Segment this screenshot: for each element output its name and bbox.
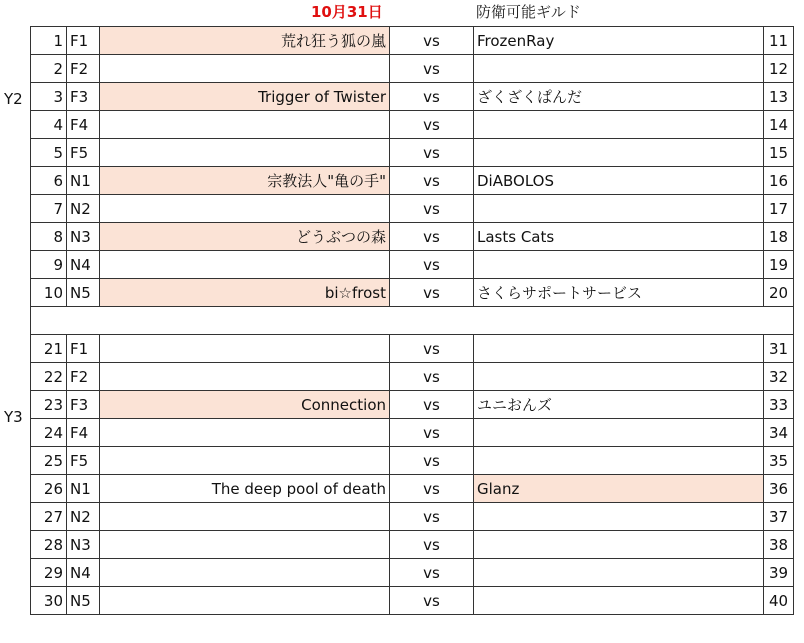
- row-number-cell[interactable]: 1: [31, 27, 67, 55]
- table-row: [31, 27, 794, 55]
- attacker-guild-cell[interactable]: [100, 335, 390, 363]
- attacker-guild-cell[interactable]: Connection: [100, 391, 390, 419]
- slot-code-cell[interactable]: F2: [67, 363, 100, 391]
- opponent-number-cell[interactable]: 33: [764, 391, 794, 419]
- attacker-guild-cell[interactable]: どうぶつの森: [100, 223, 390, 251]
- attacker-guild-cell[interactable]: Trigger of Twister: [100, 83, 390, 111]
- table-row: [31, 111, 794, 139]
- vs-cell[interactable]: vs: [390, 83, 474, 111]
- opponent-number-cell[interactable]: 39: [764, 559, 794, 587]
- defender-guild-cell[interactable]: [474, 587, 764, 615]
- defender-guild-cell[interactable]: [474, 251, 764, 279]
- slot-code-cell[interactable]: N4: [67, 251, 100, 279]
- opponent-number-cell[interactable]: 31: [764, 335, 794, 363]
- vs-cell[interactable]: vs: [390, 419, 474, 447]
- opponent-number-cell[interactable]: 40: [764, 587, 794, 615]
- attacker-guild-cell[interactable]: [100, 363, 390, 391]
- vs-cell[interactable]: vs: [390, 27, 474, 55]
- defender-guild-cell[interactable]: ざくざくぱんだ: [474, 83, 764, 111]
- opponent-number-cell[interactable]: 16: [764, 167, 794, 195]
- table-row: [31, 419, 794, 447]
- slot-code-cell[interactable]: N2: [67, 195, 100, 223]
- table-row: [31, 279, 794, 307]
- vs-cell[interactable]: vs: [390, 279, 474, 307]
- row-number-cell[interactable]: 30: [31, 587, 67, 615]
- row-number-cell[interactable]: 8: [31, 223, 67, 251]
- defender-guild-cell[interactable]: [474, 419, 764, 447]
- slot-code-cell[interactable]: N1: [67, 167, 100, 195]
- attacker-guild-cell[interactable]: [100, 251, 390, 279]
- vs-cell[interactable]: vs: [390, 111, 474, 139]
- table-row: [31, 363, 794, 391]
- row-number-cell[interactable]: 25: [31, 447, 67, 475]
- defendable-guild-header: 防衛可能ギルド: [476, 3, 581, 21]
- vs-cell[interactable]: vs: [390, 223, 474, 251]
- vs-cell[interactable]: vs: [390, 391, 474, 419]
- row-number-cell[interactable]: 7: [31, 195, 67, 223]
- table-row: [31, 83, 794, 111]
- opponent-number-cell[interactable]: 18: [764, 223, 794, 251]
- attacker-guild-cell[interactable]: [100, 503, 390, 531]
- slot-code-cell[interactable]: F1: [67, 27, 100, 55]
- attacker-guild-cell[interactable]: [100, 195, 390, 223]
- vs-cell[interactable]: vs: [390, 447, 474, 475]
- row-number-cell[interactable]: 10: [31, 279, 67, 307]
- slot-code-cell[interactable]: F5: [67, 447, 100, 475]
- table-row: [31, 195, 794, 223]
- vs-cell[interactable]: vs: [390, 195, 474, 223]
- separator-cell[interactable]: [31, 307, 794, 335]
- vs-cell[interactable]: vs: [390, 587, 474, 615]
- table-row: [31, 447, 794, 475]
- vs-cell[interactable]: vs: [390, 251, 474, 279]
- attacker-guild-cell[interactable]: [100, 111, 390, 139]
- vs-cell[interactable]: vs: [390, 167, 474, 195]
- slot-code-cell[interactable]: N3: [67, 531, 100, 559]
- table-row: [31, 559, 794, 587]
- opponent-number-cell[interactable]: 20: [764, 279, 794, 307]
- opponent-number-cell[interactable]: 19: [764, 251, 794, 279]
- slot-code-cell[interactable]: F3: [67, 391, 100, 419]
- attacker-guild-cell[interactable]: [100, 419, 390, 447]
- opponent-number-cell[interactable]: 12: [764, 55, 794, 83]
- opponent-number-cell[interactable]: 17: [764, 195, 794, 223]
- defender-guild-cell[interactable]: DiABOLOS: [474, 167, 764, 195]
- table-row: [31, 139, 794, 167]
- vs-cell[interactable]: vs: [390, 139, 474, 167]
- slot-code-cell[interactable]: F3: [67, 83, 100, 111]
- row-number-cell[interactable]: 21: [31, 335, 67, 363]
- defender-guild-cell[interactable]: Lasts Cats: [474, 223, 764, 251]
- opponent-number-cell[interactable]: 34: [764, 419, 794, 447]
- opponent-number-cell[interactable]: 14: [764, 111, 794, 139]
- row-number-cell[interactable]: 28: [31, 531, 67, 559]
- defender-guild-cell[interactable]: さくらサポートサービス: [474, 279, 764, 307]
- slot-code-cell[interactable]: N1: [67, 475, 100, 503]
- slot-code-cell[interactable]: N2: [67, 503, 100, 531]
- attacker-guild-cell[interactable]: The deep pool of death: [100, 475, 390, 503]
- defender-guild-cell[interactable]: [474, 139, 764, 167]
- row-number-cell[interactable]: 26: [31, 475, 67, 503]
- row-number-cell[interactable]: 4: [31, 111, 67, 139]
- slot-code-cell[interactable]: N5: [67, 587, 100, 615]
- attacker-guild-cell[interactable]: [100, 139, 390, 167]
- row-number-cell[interactable]: 23: [31, 391, 67, 419]
- slot-code-cell[interactable]: F1: [67, 335, 100, 363]
- slot-code-cell[interactable]: N5: [67, 279, 100, 307]
- opponent-number-cell[interactable]: 11: [764, 27, 794, 55]
- attacker-guild-cell[interactable]: bi☆frost: [100, 279, 390, 307]
- group-label-y2: Y2: [4, 90, 23, 108]
- match-table: [30, 26, 794, 615]
- vs-cell[interactable]: vs: [390, 559, 474, 587]
- slot-code-cell[interactable]: F5: [67, 139, 100, 167]
- date-header: 10月31日: [311, 3, 383, 21]
- defender-guild-cell[interactable]: [474, 531, 764, 559]
- opponent-number-cell[interactable]: 15: [764, 139, 794, 167]
- defender-guild-cell[interactable]: [474, 55, 764, 83]
- defender-guild-cell[interactable]: [474, 447, 764, 475]
- opponent-number-cell[interactable]: 38: [764, 531, 794, 559]
- row-number-cell[interactable]: 3: [31, 83, 67, 111]
- defender-guild-cell[interactable]: [474, 363, 764, 391]
- attacker-guild-cell[interactable]: [100, 587, 390, 615]
- defender-guild-cell[interactable]: Glanz: [474, 475, 764, 503]
- table-row: [31, 475, 794, 503]
- separator-row: [31, 307, 794, 335]
- attacker-guild-cell[interactable]: [100, 531, 390, 559]
- slot-code-cell[interactable]: F2: [67, 55, 100, 83]
- defender-guild-cell[interactable]: [474, 503, 764, 531]
- vs-cell[interactable]: vs: [390, 531, 474, 559]
- opponent-number-cell[interactable]: 32: [764, 363, 794, 391]
- row-number-cell[interactable]: 24: [31, 419, 67, 447]
- row-number-cell[interactable]: 9: [31, 251, 67, 279]
- defender-guild-cell[interactable]: FrozenRay: [474, 27, 764, 55]
- attacker-guild-cell[interactable]: 荒れ狂う狐の嵐: [100, 27, 390, 55]
- defender-guild-cell[interactable]: [474, 195, 764, 223]
- attacker-guild-cell[interactable]: [100, 559, 390, 587]
- vs-cell[interactable]: vs: [390, 503, 474, 531]
- row-number-cell[interactable]: 6: [31, 167, 67, 195]
- attacker-guild-cell[interactable]: 宗教法人"亀の手": [100, 167, 390, 195]
- group-label-y3: Y3: [4, 408, 23, 426]
- vs-cell[interactable]: vs: [390, 335, 474, 363]
- opponent-number-cell[interactable]: 36: [764, 475, 794, 503]
- row-number-cell[interactable]: 27: [31, 503, 67, 531]
- table-row: [31, 587, 794, 615]
- row-number-cell[interactable]: 2: [31, 55, 67, 83]
- attacker-guild-cell[interactable]: [100, 55, 390, 83]
- row-number-cell[interactable]: 29: [31, 559, 67, 587]
- vs-cell[interactable]: vs: [390, 475, 474, 503]
- opponent-number-cell[interactable]: 37: [764, 503, 794, 531]
- slot-code-cell[interactable]: N3: [67, 223, 100, 251]
- table-row: [31, 223, 794, 251]
- slot-code-cell[interactable]: F4: [67, 111, 100, 139]
- opponent-number-cell[interactable]: 35: [764, 447, 794, 475]
- defender-guild-cell[interactable]: [474, 335, 764, 363]
- defender-guild-cell[interactable]: [474, 111, 764, 139]
- opponent-number-cell[interactable]: 13: [764, 83, 794, 111]
- table-row: [31, 335, 794, 363]
- table-row: [31, 531, 794, 559]
- row-number-cell[interactable]: 22: [31, 363, 67, 391]
- table-row: [31, 167, 794, 195]
- attacker-guild-cell[interactable]: [100, 447, 390, 475]
- table-row: [31, 503, 794, 531]
- table-row: [31, 55, 794, 83]
- table-row: [31, 391, 794, 419]
- vs-cell[interactable]: vs: [390, 363, 474, 391]
- slot-code-cell[interactable]: F4: [67, 419, 100, 447]
- slot-code-cell[interactable]: N4: [67, 559, 100, 587]
- vs-cell[interactable]: vs: [390, 55, 474, 83]
- defender-guild-cell[interactable]: [474, 559, 764, 587]
- defender-guild-cell[interactable]: ユニおんズ: [474, 391, 764, 419]
- table-row: [31, 251, 794, 279]
- row-number-cell[interactable]: 5: [31, 139, 67, 167]
